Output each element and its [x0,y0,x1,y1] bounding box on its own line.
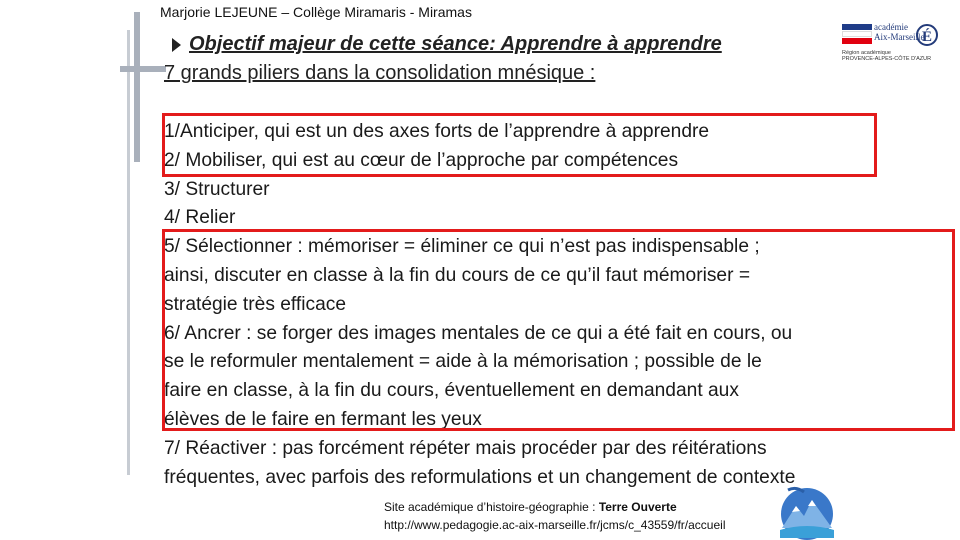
e-circle-icon [916,20,938,48]
academy-line-1: académie [874,22,908,32]
decorative-line-vertical [127,30,130,475]
svg-text:É: É [921,29,933,45]
region-line-1: Région académique [842,50,891,56]
footer [384,498,725,534]
french-flag-icon [842,24,872,44]
region-label [842,50,938,62]
decorative-bar-horizontal [120,66,166,72]
education-e-icon [916,20,936,46]
terre-ouverte-logo-icon [778,484,836,540]
triangle-bullet-icon [172,38,181,52]
footer-site-prefix: Site académique d’histoire-géographie : [384,500,599,514]
footer-site-name: Terre Ouverte [598,500,677,514]
pillars-subtitle: 7 grands piliers dans la consolidation mnésique : [164,62,596,84]
decorative-bar-vertical [134,12,140,162]
pillar-3: 3/ Structurer [164,178,270,200]
footer-line-1 [384,498,725,516]
pillar-1: 1/Anticiper, qui est un des axes forts de l’apprendre à apprendre [164,121,710,142]
pillar-7: 7/ Réactiver : pas forcément répéter mais procéder par des réitérations fréquentes, avec parfois des reformulations et un changement de contexte [164,437,796,488]
academy-line-2: Aix-Marseille [874,32,925,42]
region-line-2: PROVENCE-ALPES-CÔTE D'AZUR [842,56,932,62]
pillar-5: 5/ Sélectionner : mémoriser = éliminer ce qui n’est pas indispensable ; ainsi, discuter en classe à la fin du cours de ce qu’il faut mémoriser = stratégie très efficace [164,236,760,315]
academie-logo [842,16,938,66]
objective-text: Objectif majeur de cette séance: Apprendre à apprendre [189,33,722,55]
pillar-6: 6/ Ancrer : se forger des images mentales de ce qui a été fait en cours, ou se le reformuler mentalement = aide à la mémorisation ; possible de le faire en classe, à la fin du cours, éventuellement en demandant aux élèves de le faire en fermant les yeux [164,322,793,430]
pillar-2: 2/ Mobiliser, qui est au cœur de l’approche par compétences [164,149,679,171]
author-line: Marjorie LEJEUNE – Collège Miramaris - Miramas [160,4,472,20]
pillar-4: 4/ Relier [164,207,236,229]
footer-url[interactable]: http://www.pedagogie.ac-aix-marseille.fr/jcms/c_43559/fr/accueil [384,518,726,532]
objective-heading [166,33,722,56]
highlight-box-pillars-1-2 [162,113,877,177]
highlight-box-pillars-5-6 [162,229,955,431]
